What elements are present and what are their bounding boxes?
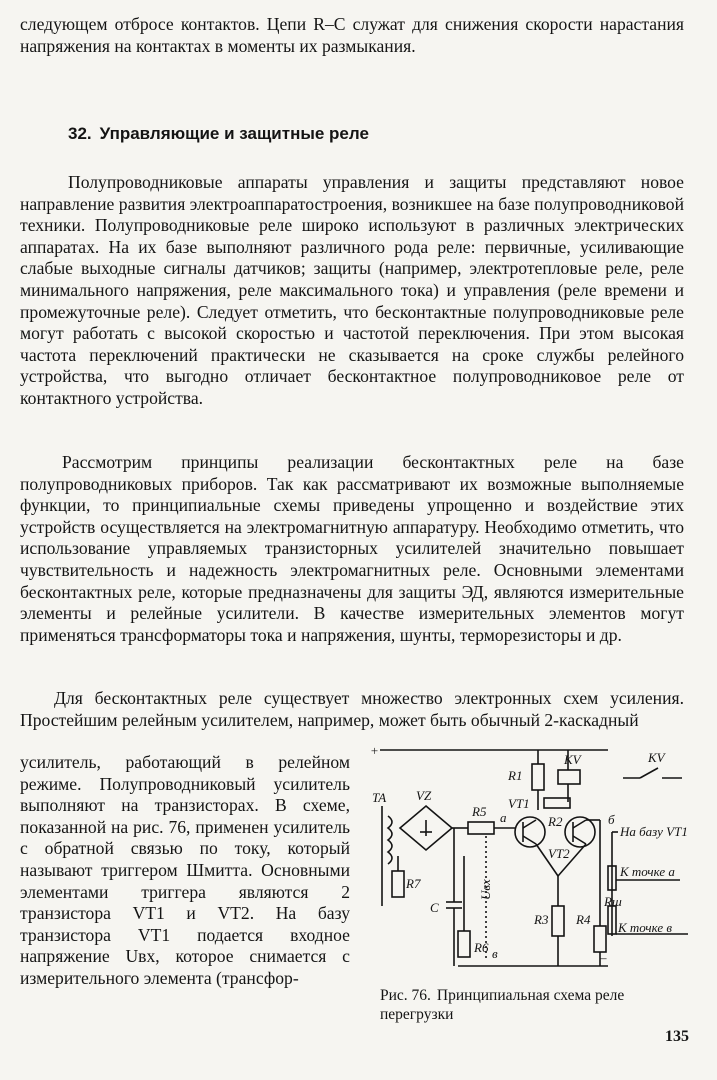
plus-label: + — [370, 743, 379, 758]
vt2-label: VT2 — [548, 846, 570, 861]
node-a-label: а — [500, 810, 507, 825]
r2-label: R2 — [548, 814, 563, 829]
vt1-label: VT1 — [508, 796, 530, 811]
section-number: 32. — [68, 124, 92, 143]
to-point-a-label: К точке а — [620, 864, 675, 879]
resistor-r1 — [532, 764, 544, 790]
r1-label: R1 — [508, 768, 523, 783]
figure-caption-text: Принципиальная схема реле перегрузки — [380, 987, 625, 1023]
relay-coil-kv — [558, 770, 580, 784]
figure-caption-lead: Рис. 76. — [380, 987, 431, 1004]
transistor-vt2 — [565, 817, 595, 847]
resistor-r2 — [544, 798, 570, 808]
circuit-figure — [368, 736, 698, 976]
section-heading — [68, 124, 369, 144]
uvx-label: Uвх — [478, 879, 493, 900]
resistor-r6 — [458, 931, 470, 957]
node-v-label: в — [492, 946, 498, 961]
paragraph-3-start: Для бесконтактных реле существует множество электронных схем усиления. Простейшим релейным усилителем, например, может быть обычный 2-каскадный — [20, 688, 684, 730]
minus-label: – — [600, 950, 607, 965]
node-b-label: б — [608, 812, 615, 827]
ta-label: TA — [372, 790, 387, 805]
rsh-label: Rш — [604, 894, 622, 909]
resistor-r3 — [552, 906, 564, 936]
section-title: Управляющие и защитные реле — [99, 124, 369, 143]
paragraph-2: Рассмотрим принципы реализации бесконтактных реле на базе полупроводниковых приборов. Так как рассматривают их возможные выполняемые функции, то принципиальные схемы приведены упрощенно и воздействие этих устройств осуществляется на электромагнитную аппаратуру. Необходимо отметить, что использование управляемых транзисторных усилителей значительно повышает чувствительность и надежность электромагнитных реле. Основными элементами бесконтактных реле, которые предназначены для защиты ЭД, являются измерительные элементы и релейные усилители. В качестве измерительных элементов могут применяться трансформаторы тока и напряжения, шунты, терморезисторы и др. — [20, 452, 684, 645]
resistor-r5 — [468, 822, 494, 834]
r5-label: R5 — [472, 804, 487, 819]
c-label: C — [430, 900, 439, 915]
r7-label: R7 — [406, 876, 421, 891]
r4-label: R4 — [576, 912, 591, 927]
vz-label: VZ — [416, 788, 432, 803]
relay-contact — [640, 768, 658, 778]
kv-right-label: KV — [648, 750, 665, 765]
resistor-r7 — [392, 871, 404, 897]
resistor-r4 — [594, 926, 606, 952]
r3-label: R3 — [534, 912, 549, 927]
page-number: 135 — [665, 1028, 689, 1045]
circuit-diagram — [368, 736, 698, 976]
top-paragraph: следующем отбросе контактов. Цепи R–C служат для снижения скорости нарастания напряжения на контактах в моменты их размыкания. — [20, 14, 684, 56]
paragraph-3-column: усилитель, работающий в релейном режиме. Полупроводниковый усилитель выполняют на транзисторах. В схеме, показанной на рис. 76, применен усилитель с обратной связью по току, который называют триггером Шмитта. Основными элементами триггера являются 2 транзистора VT1 и VT2. На базу транзистора VT1 подается входное напряжение Uвх, которое снимается с измерительного элемента (трансфор- — [20, 752, 350, 988]
figure-caption — [380, 986, 690, 1024]
r6-label: R6 — [474, 940, 489, 955]
to-base-label: На базу VT1 — [620, 824, 688, 839]
paragraph-1: Полупроводниковые аппараты управления и защиты представляют новое направление развития электроаппаратостроения, возникшее на базе полупроводниковой техники. Полупроводниковые реле широко используют в различных электрических аппаратах. На их базе выполняют различного рода реле: первичные, усиливающие слабые выходные сигналы датчиков; защиты (например, электротепловые реле, реле минимального напряжения, реле максимального тока) и управления (реле времени и промежуточные реле). Следует отметить, что бесконтактные полупроводниковые реле могут работать с высокой скоростью и частотой переключения. При этом высокая частота переключений практически не сказывается на сроке службы релейного устройства, что выгодно отличает бесконтактное полупроводниковое реле от контактного устройства. — [20, 172, 684, 408]
kv-top-label: KV — [564, 752, 581, 767]
to-point-v-label: К точке в — [618, 920, 673, 935]
transistor-vt1 — [515, 817, 545, 847]
